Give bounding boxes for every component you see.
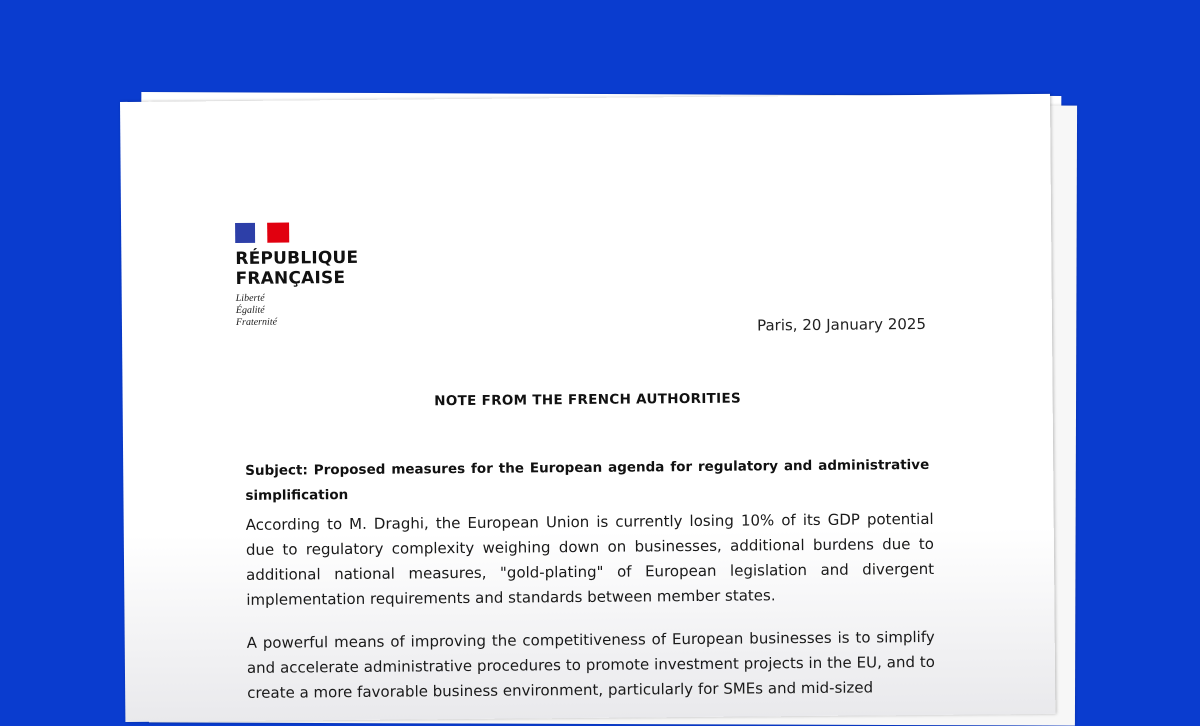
motto-liberte: Liberté [235,292,265,304]
paragraph-2: A powerful means of improving the competitiveness of European businesses is to simplify and accelerate administrative procedures to promote investment projects in the EU, and to create a more favorable business environment, particularly for SMEs and mid-sized [246,627,935,702]
logo-line-2: FRANÇAISE [235,268,346,289]
republique-francaise-logo [235,222,359,329]
motto [236,292,359,329]
document-date: Paris, 20 January 2025 [756,314,927,335]
marianne-flag-icon [235,223,289,243]
paragraph-1: According to M. Draghi, the European Union is currently losing 10% of its GDP potential due to regulatory complexity weighing down on businesses, additional burdens due to additional national measures, "gold-plating" of European legislation and divergent implementation requirements and standards between member states. [245,509,935,609]
document-subject: Subject: Proposed measures for the European agenda for regulatory and administrative simplification [245,456,930,504]
document-page [120,94,1055,722]
document-title: NOTE FROM THE FRENCH AUTHORITIES [434,390,742,410]
motto-egalite: Égalité [235,304,265,316]
logo-line-1: RÉPUBLIQUE [235,247,359,269]
motto-fraternite: Fraternité [235,316,278,328]
